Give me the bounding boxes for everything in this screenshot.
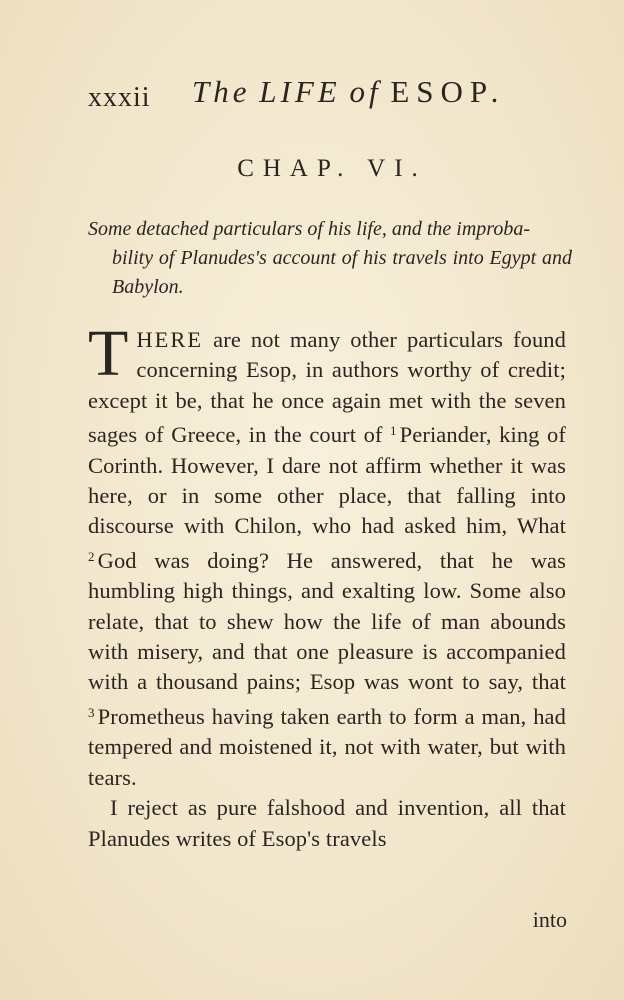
running-title — [192, 74, 505, 110]
paragraph-1 — [88, 317, 567, 793]
summary-line-2: bility of Planudes's account of his travels into Egypt and Babylon. — [112, 247, 572, 298]
paragraph-1-part-d: Prometheus having taken earth to form a man, had tempered and moistened it, not with water, but with tears. — [88, 703, 566, 790]
page-number: xxxii — [88, 82, 151, 113]
running-head — [88, 74, 558, 122]
summary-line-1: Some detached particulars of his life, and the improba- — [88, 218, 530, 240]
catchword: into — [532, 907, 567, 932]
title-word-the: The — [192, 74, 251, 109]
body-text — [88, 317, 567, 854]
title-word-esop: ESOP. — [390, 74, 506, 109]
paragraph-1-part-b: Periander, king of Corinth. However, I dare not affirm whether it was here, or in some other place, that falling into discourse with Chilon, who had asked him, What — [88, 422, 566, 539]
footnote-ref-1[interactable]: 1 — [390, 423, 397, 439]
first-words: HERE — [136, 327, 204, 352]
title-word-life: LIFE — [259, 74, 341, 109]
footnote-ref-2[interactable]: 2 — [88, 548, 95, 564]
paragraph-2: I reject as pure falshood and invention, all that Planudes writes of Esop's travels — [88, 795, 566, 851]
paragraph-1-part-a: are not many other particulars found concerning Esop, in authors worthy of credit; except it be, that he once again met with the seven sages of Greece, in the court of — [88, 327, 567, 448]
paragraph-1-part-c: God was doing? He answered, that he was humbling high things, and exalting low. Some also relate, that to shew how the life of man abounds with misery, and that one pleasure is accompanied with a thousand pains; Esop was wont to say, that — [88, 547, 566, 695]
chapter-summary — [88, 215, 572, 302]
chapter-heading: CHAP. VI. — [237, 155, 427, 182]
drop-cap: T — [88, 317, 129, 390]
title-word-of: of — [349, 74, 382, 109]
footnote-ref-3[interactable]: 3 — [88, 704, 95, 720]
